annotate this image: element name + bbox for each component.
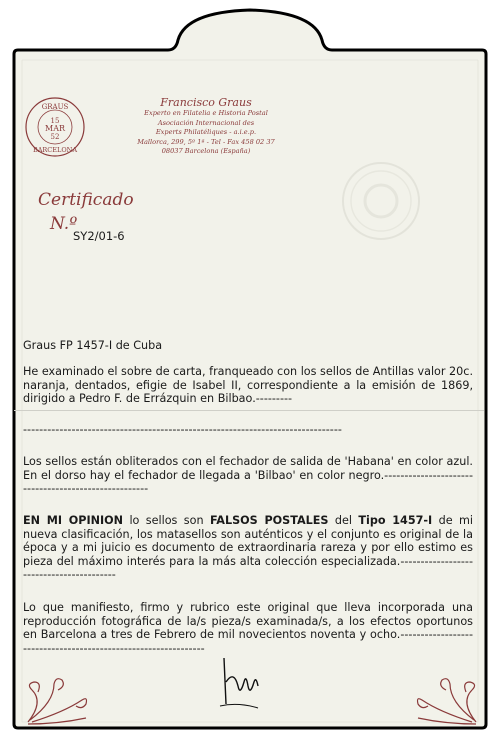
graus-postmark-stamp (24, 96, 86, 158)
paragraph-declaration: Lo que manifiesto, firmo y rubrico este original que lleva incorporada una reproducción fotográfica de la/s pieza/s examinada/s, a los efectos oportunos en Barcelona a tres de Febrero de mil novecientos noventa y ocho.--------------------------------------------------------------- (23, 601, 473, 655)
stamp-bottom: BARCELONA (32, 146, 78, 154)
embossed-seal (340, 160, 422, 242)
stamp-day: 15 (50, 117, 60, 125)
stamp-month: MAR (45, 124, 65, 133)
separator-dashes: ------------------------------------------------------------------------------- (23, 423, 342, 436)
stamp-top: GRAUS (41, 103, 69, 111)
paragraph-examination: He examinado el sobre de carta, franqueado con los sellos de Antillas valor 20c. naranja, dentados, efigie de Isabel II, correspondiente a la emisión de 1869, dirigido a Pedro F. de Errázquin en Bilbao.--------- (23, 365, 473, 406)
paragraph-opinion: EN MI OPINION lo sellos son FALSOS POSTALES del Tipo 1457-I de mi nueva clasificación, los matasellos son auténticos y el conjunto es original de la época y a mi juicio es documento de extraordinaria rareza y por ello estimo es pieza del máximo interés para la más alta colección especializada.----------------------------------------- (23, 514, 473, 582)
paragraph-cancellation: Los sellos están obliterados con el fechador de salida de 'Habana' en color azul. En el dorso hay el fechador de llegada a 'Bilbao' en color negro.----------------------------------------------------- (23, 455, 473, 496)
letterhead-line: Asociación Internacional des (157, 118, 255, 127)
letterhead-line: Experts Philatéliques - a.i.e.p. (155, 128, 257, 137)
letterhead-line: 08037 Barcelona (España) (161, 147, 251, 156)
letterhead-line: Mallorca, 299, 5º 1ª - Tel - Fax 458 02 37 (137, 137, 275, 146)
letterhead-name: Francisco Graus (160, 96, 252, 109)
corner-ornament-left (24, 672, 94, 726)
handwritten-signature (214, 652, 264, 712)
opinion-heading: EN MI OPINION (23, 514, 124, 527)
corner-ornament-right (410, 672, 480, 726)
certificate-number: SY2/01-6 (73, 229, 125, 243)
fold-line (14, 410, 484, 411)
reference-line: Graus FP 1457-I de Cuba (23, 339, 163, 352)
letterhead (86, 96, 326, 157)
stamp-year: 52 (50, 133, 60, 141)
certificate-title: Certificado (38, 190, 134, 210)
verdict: FALSOS POSTALES (209, 514, 329, 527)
letterhead-line: Experto en Filatelia e Historia Postal (144, 109, 268, 117)
type-reference: Tipo 1457-I (358, 514, 433, 527)
certificate-number-label: N.º (50, 214, 78, 234)
